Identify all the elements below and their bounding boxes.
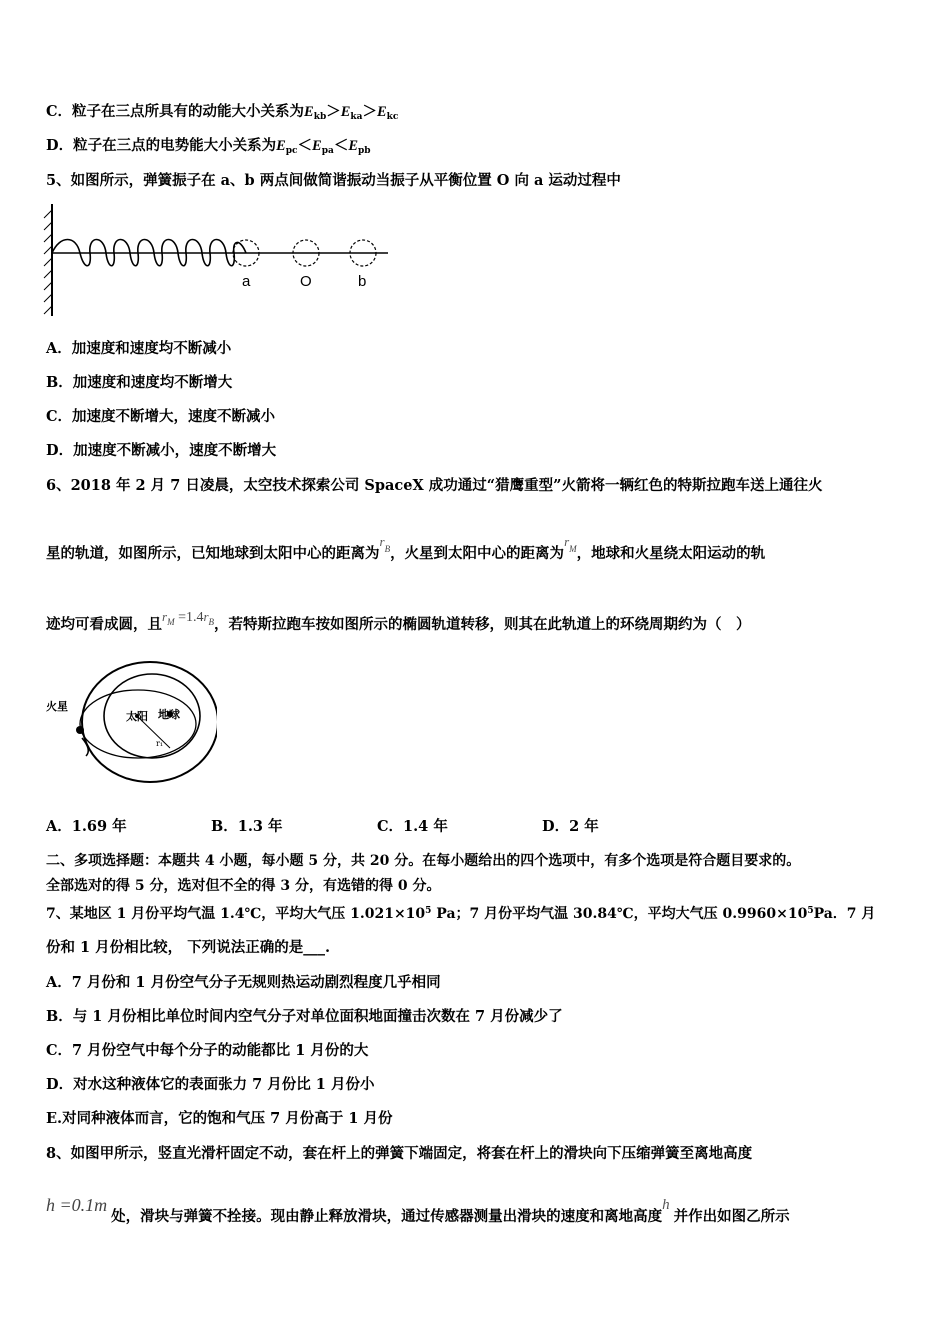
greater-than: ＞ [326,103,341,120]
greater-than: ＞ [362,103,377,120]
q7-option-d: D．对水这种液体它的表面张力 7 月份比 1 月份小 [46,1076,375,1093]
text-segment: Pa；7 月份平均气温 30.84℃，平均大气压 0.9960×10 [431,906,808,922]
equation-h: h =0.1m [46,1195,108,1215]
symbol-e: E [276,138,286,154]
less-than: ＜ [297,137,313,154]
q7-option-b: B．与 1 月份相比单位时间内空气分子对单位面积地面撞击次数在 7 月份减少了 [46,1008,563,1025]
question-8-line-2 [46,1195,790,1227]
text-segment: ，火星到太阳中心的距离为 [390,545,565,562]
q7-option-c: C．7 月份空气中每个分子的动能都比 1 月份的大 [46,1042,369,1059]
q6-option-d: D．2 年 [542,818,599,835]
text-segment: Pa．7 月 [813,906,876,922]
q6-option-c: C．1.4 年 [377,818,448,835]
q5-option-a: A．加速度和速度均不断减小 [46,340,232,357]
label-sun: 太阳 [126,710,148,723]
section-2-heading-2: 全部选对的得 5 分，选对但不全的得 3 分，有选错的得 0 分。 [46,878,441,894]
symbol-e: E [304,104,314,120]
q7-option-e: E.对同种液体而言，它的饱和气压 7 月份高于 1 月份 [46,1110,393,1127]
symbol-e: E [340,104,351,120]
symbol-h: h [662,1197,670,1213]
exponent: 5 [425,906,432,916]
orbit-figure [42,660,217,785]
label-mars: 火星 [46,700,68,713]
question-8-line-1: 8、如图甲所示，竖直光滑杆固定不动，套在杆上的弹簧下端固定，将套在杆上的滑块向下压缩弹簧至离地高度 [46,1145,753,1162]
subscript: pa [321,146,334,156]
less-than: ＜ [333,137,349,154]
q5-option-c: C．加速度不断增大，速度不断减小 [46,408,276,425]
symbol-r: r [379,534,385,549]
symbol-r: r [564,534,570,549]
option-text: D．粒子在三点的电势能大小关系为 [46,137,277,154]
symbol-e: E [377,104,387,120]
q5-option-d: D．加速度不断减小，速度不断增大 [46,442,277,459]
text-segment: ，若特斯拉跑车按如图所示的椭圆轨道转移，则其在此轨道上的环绕周期约为（ ） [214,616,751,633]
symbol-e: E [312,138,322,154]
question-6-line-2 [46,534,766,564]
text-segment: 7、某地区 1 月份平均气温 1.4℃，平均大气压 1.021×10 [46,906,426,922]
subscript: pb [358,146,371,156]
question-6-line-1: 6、2018 年 2 月 7 日凌晨，太空技术探索公司 SpaceX 成功通过“猎鹰重型”火箭将一辆红色的特斯拉跑车送上通往火 [46,477,823,494]
question-5-stem: 5、如图所示，弹簧振子在 a、b 两点间做简谐振动当振子从平衡位置 O 向 a 运动过程中 [46,172,621,189]
equation: =1.4 [174,610,204,625]
text-segment: ，地球和火星绕太阳运动的轨 [576,545,766,562]
subscript: B [384,544,391,554]
q7-option-a: A．7 月份和 1 月份空气分子无规则热运动剧烈程度几乎相同 [46,974,441,991]
option-d-potential [46,136,371,161]
question-7-line-2: 份和 1 月份相比较， 下列说法正确的是___. [46,939,331,956]
subscript: kc [386,112,399,122]
text-segment: 星的轨道，如图所示，已知地球到太阳中心的距离为 [46,545,380,562]
subscript: ka [350,112,363,122]
label-r1: r₁ [156,739,164,748]
subscript: B [208,617,215,627]
option-text: C．粒子在三点所具有的动能大小关系为 [46,103,305,120]
q5-option-b: B．加速度和速度均不断增大 [46,374,233,391]
text-segment: 迹均可看成圆，且 [46,616,162,633]
symbol-r: r [203,609,209,624]
question-7-line-1 [46,901,875,924]
subscript: pc [285,146,298,156]
spring-oscillator-figure [40,200,400,320]
section-2-heading-1: 二、多项选择题：本题共 4 小题，每小题 5 分，共 20 分。在每小题给出的四个选项中，有多个选项是符合题目要求的。 [46,853,801,869]
symbol-r: r [162,609,168,624]
subscript: M [569,544,577,554]
subscript: kb [313,112,327,122]
q6-option-b: B．1.3 年 [211,818,283,835]
option-c-kinetic [46,102,398,127]
symbol-e: E [348,138,358,154]
label-b: b [358,273,367,290]
q6-option-a: A．1.69 年 [46,818,127,835]
text-segment: 并作出如图乙所示 [673,1208,790,1225]
subscript: M [167,617,175,627]
text-segment: 处，滑块与弹簧不拴接。现由静止释放滑块，通过传感器测量出滑块的速度和离地高度 [111,1208,663,1225]
label-a: a [242,273,251,290]
exponent: 5 [807,906,814,916]
label-earth: 地球 [158,708,180,721]
label-o: O [300,273,312,290]
question-6-line-3 [46,609,751,636]
